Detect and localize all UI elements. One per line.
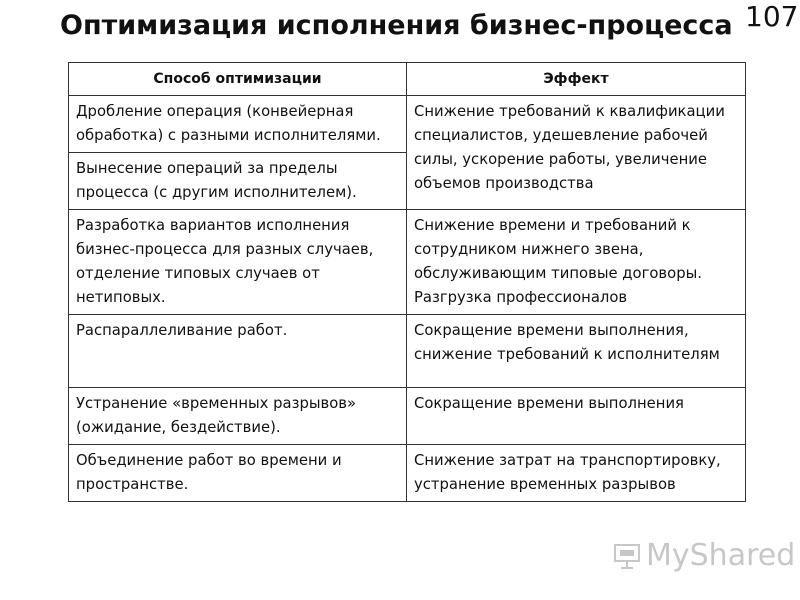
table-header-row bbox=[69, 63, 746, 96]
effect-cell: Сокращение времени выполнения bbox=[407, 388, 746, 445]
column-header-effect: Эффект bbox=[407, 63, 746, 96]
table-row bbox=[69, 388, 746, 445]
watermark-text: MyShared bbox=[646, 538, 796, 573]
table-row bbox=[69, 96, 746, 153]
method-cell: Распараллеливание работ. bbox=[69, 315, 407, 388]
presentation-board-icon bbox=[612, 541, 642, 571]
method-cell: Устранение «временных разрывов» (ожидание, бездействие). bbox=[69, 388, 407, 445]
effect-cell: Снижение затрат на транспортировку, устранение временных разрывов bbox=[407, 445, 746, 502]
page-number: 107 bbox=[745, 0, 799, 33]
effect-cell: Снижение требований к квалификации специалистов, удешевление рабочей силы, ускорение работы, увеличение объемов производства bbox=[407, 96, 746, 210]
table-row bbox=[69, 210, 746, 315]
optimization-table bbox=[68, 62, 746, 502]
effect-cell: Снижение времени и требований к сотрудником нижнего звена, обслуживающим типовые договоры. Разгрузка профессионалов bbox=[407, 210, 746, 315]
method-cell: Вынесение операций за пределы процесса (с другим исполнителем). bbox=[69, 153, 407, 210]
method-cell: Объединение работ во времени и пространстве. bbox=[69, 445, 407, 502]
watermark bbox=[612, 538, 795, 574]
slide-title: Оптимизация исполнения бизнес-процесса bbox=[60, 10, 733, 41]
column-header-method: Способ оптимизации bbox=[69, 63, 407, 96]
table-row bbox=[69, 315, 746, 388]
table-row bbox=[69, 445, 746, 502]
effect-cell: Сокращение времени выполнения, снижение требований к исполнителям bbox=[407, 315, 746, 388]
method-cell: Разработка вариантов исполнения бизнес-процесса для разных случаев, отделение типовых случаев от нетиповых. bbox=[69, 210, 407, 315]
method-cell: Дробление операция (конвейерная обработка) с разными исполнителями. bbox=[69, 96, 407, 153]
